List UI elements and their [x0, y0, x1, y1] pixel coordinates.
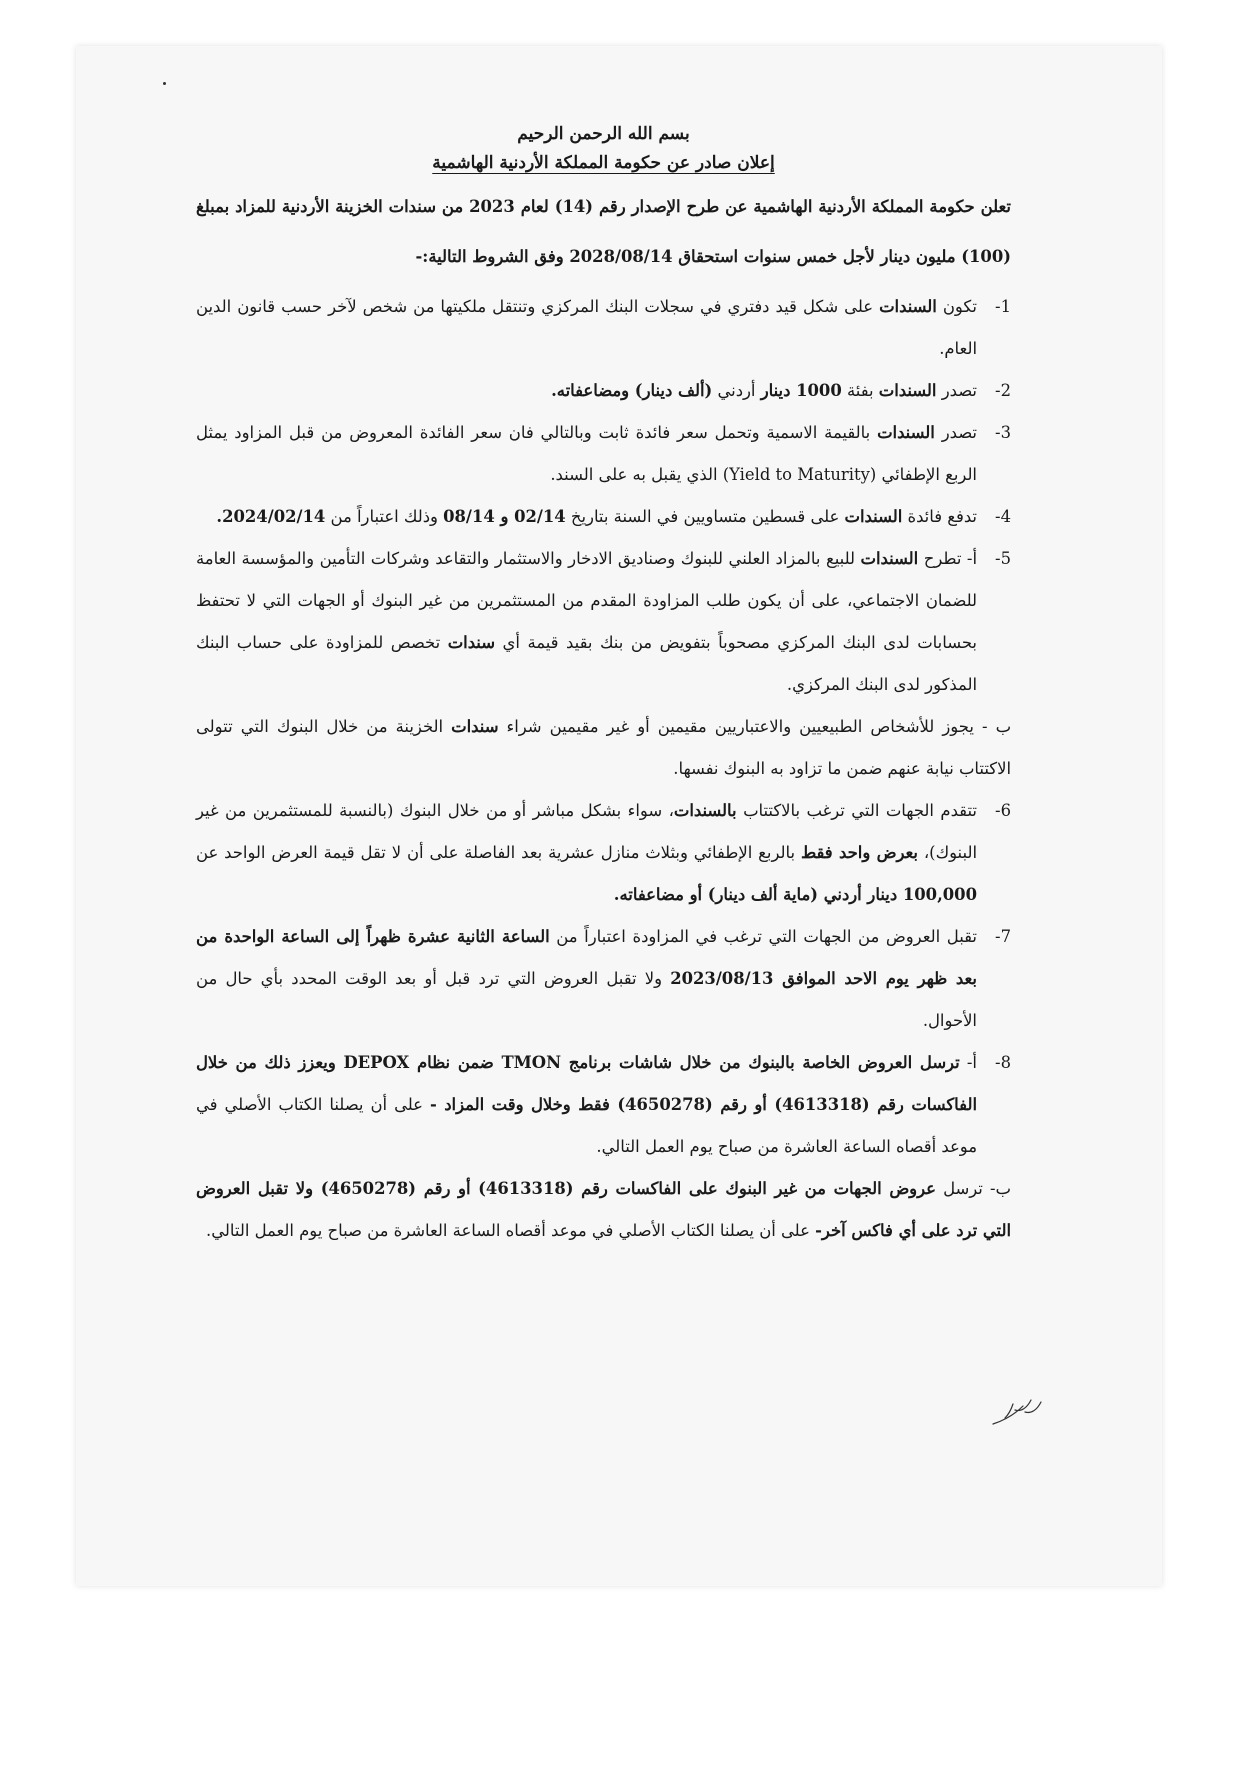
- clause-4: 4- تدفع فائدة السندات على قسطين متساويين في السنة بتاريخ 02/14 و 08/14 وذلك اعتباراً من 2024/02/14.: [216, 507, 1011, 526]
- clause-5-b: ب - يجوز للأشخاص الطبيعيين والاعتباريين مقيمين أو غير مقيمين شراء سندات الخزينة من خلال البنوك التي تتولى الاكتتاب نيابة عنهم ضمن ما تزاود به البنوك نفسها.: [196, 717, 1012, 778]
- basmala: بسم الله الرحمن الرحيم: [517, 124, 690, 144]
- clause-2: 2- تصدر السندات بفئة 1000 دينار أردني (ألف دينار) ومضاعفاته.: [551, 381, 1011, 400]
- clause-1: 1- تكون السندات على شكل قيد دفتري في سجلات البنك المركزي وتنتقل ملكيتها من شخص لآخر حسب قانون الدين العام.: [196, 297, 1011, 358]
- page-title: إعلان صادر عن حكومة المملكة الأردنية الهاشمية: [432, 153, 775, 173]
- signature: [985, 1390, 1045, 1430]
- clause-8-a: أ- ترسل العروض الخاصة بالبنوك من خلال شاشات برنامج TMON ضمن نظام DEPOX ويعزز ذلك من خلال الفاكسات رقم (4613318) أو رقم (4650278) فقط وخلال وقت المزاد - على أن يصلنا الكتاب الأصلي في موعد أقصاه الساعة العاشرة من صباح يوم العمل التالي.: [196, 1053, 977, 1156]
- scan-speck: [163, 82, 166, 85]
- clause-7: 7- تقبل العروض من الجهات التي ترغب في المزاودة اعتباراً من الساعة الثانية عشرة ظهراً إلى الساعة الواحدة من بعد ظهر يوم الاحد الموافق 2023/08/13 ولا تقبل العروض التي ترد قبل أو بعد الوقت المحدد بأي حال من الأحوال.: [196, 927, 1011, 1030]
- announcement: [196, 120, 1011, 1252]
- clause-3: 3- تصدر السندات بالقيمة الاسمية وتحمل سعر فائدة ثابت وبالتالي فان سعر الفائدة المعروض من قبل المزاود يمثل الربع الإطفائي (Yield to Maturity) الذي يقبل به على السند.: [196, 423, 1011, 484]
- intro-paragraph: تعلن حكومة المملكة الأردنية الهاشمية عن طرح الإصدار رقم (14) لعام 2023 من سندات الخزينة الأردنية للمزاد بمبلغ (100) مليون دينار لأجل خمس سنوات استحقاق 2028/08/14 وفق الشروط التالية:-: [196, 197, 1011, 266]
- clause-5: 5- أ- تطرح السندات للبيع بالمزاد العلني للبنوك وصناديق الادخار والاستثمار والتقاعد وشركات التأمين والمؤسسة العامة للضمان الاجتماعي، على أن يكون طلب المزاودة المقدم من المستثمرين من غير البنوك أو الجهات التي لا تحتفظ بحسابات لدى البنك المركزي مصحوباً بتفويض من بنك بقيد قيمة أي سندات تخصص للمزاودة على حساب البنك المذكور لدى البنك المركزي.: [196, 538, 1011, 706]
- clause-8: 8- أ- ترسل العروض الخاصة بالبنوك من خلال شاشات برنامج TMON ضمن نظام DEPOX ويعزز ذلك من خلال الفاكسات رقم (4613318) أو رقم (4650278) فقط وخلال وقت المزاد - على أن يصلنا الكتاب الأصلي في موعد أقصاه الساعة العاشرة من صباح يوم العمل التالي.: [196, 1042, 1011, 1168]
- clause-6: 6- تتقدم الجهات التي ترغب بالاكتتاب بالسندات، سواء بشكل مباشر أو من خلال البنوك (بالنسبة للمستثمرين من غير البنوك)، بعرض واحد فقط بالربع الإطفائي وبثلاث منازل عشرية بعد الفاصلة على أن لا تقل قيمة العرض الواحد عن 100,000 دينار أردني (ماية ألف دينار) أو مضاعفاته.: [196, 801, 1011, 904]
- clause-8-b: ب- ترسل عروض الجهات من غير البنوك على الفاكسات رقم (4613318) أو رقم (4650278) ولا تقبل العروض التي ترد على أي فاكس آخر- على أن يصلنا الكتاب الأصلي في موعد أقصاه الساعة العاشرة من صباح يوم العمل التالي.: [196, 1179, 1011, 1240]
- clause-5-a: أ- تطرح السندات للبيع بالمزاد العلني للبنوك وصناديق الادخار والاستثمار والتقاعد وشركات التأمين والمؤسسة العامة للضمان الاجتماعي، على أن يكون طلب المزاودة المقدم من المستثمرين من غير البنوك أو الجهات التي لا تحتفظ بحسابات لدى البنك المركزي مصحوباً بتفويض من بنك بقيد قيمة أي سندات تخصص للمزاودة على حساب البنك المذكور لدى البنك المركزي.: [196, 549, 977, 694]
